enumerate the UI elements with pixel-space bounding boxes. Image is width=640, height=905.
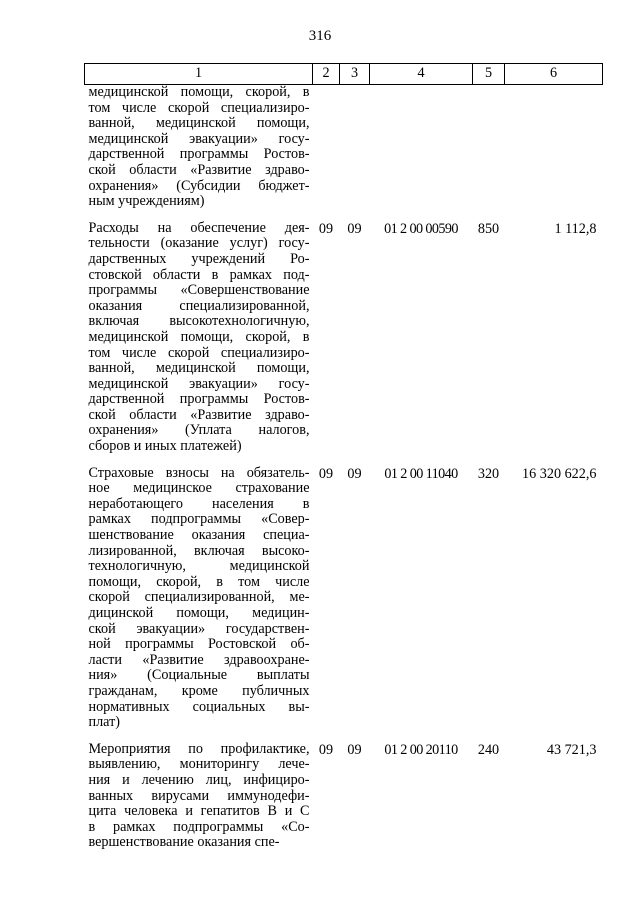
description-line: ванных вирусами иммунодефи- [88,787,310,804]
description-line: тельности (оказание услуг) госу- [88,235,310,252]
section-code: 09 [318,741,334,758]
description-line: том числе скорой специализиро- [88,99,310,116]
description-line: охранения» (Субсидии бюджет- [88,177,310,194]
description-line: дарственной программы Ростов- [88,146,310,163]
description-line: нормативных социальных вы- [88,698,310,715]
description-line: неработающего населения в [88,495,310,512]
description-line: дарственных учреждений Ро- [88,250,310,267]
description-line: Расходы на обеспечение дея- [88,219,310,236]
page-number: 316 [308,28,332,44]
expense-type-code: 850 [477,220,500,237]
target-article-code: 01 2 00 20110 [384,741,458,758]
budget-table [84,63,603,862]
description-line: плат) [88,714,121,731]
amount-value: 1 112,8 [554,220,597,237]
section-code [313,85,340,221]
description-line: в рамках подпрограммы «Со- [88,818,310,835]
expense-type-code [473,85,505,221]
description-line: выявлению, мониторингу лече- [88,756,310,773]
description-line: ской области «Развитие здраво- [88,406,310,423]
description-line: ное медицинское страхование [88,480,310,497]
description-line: ния и лечению лиц, инфициро- [88,771,310,788]
subsection-code [340,85,370,221]
description-line: ской области «Развитие здраво- [88,161,310,178]
amount-value: 16 320 622,6 [522,465,597,482]
description-line: охранения» (Уплата налогов, [88,422,310,439]
table-row [85,466,603,742]
header-col-5: 5 [473,64,505,85]
description-line: Страховые взносы на обязатель- [88,464,310,481]
expense-type-code: 240 [477,741,500,758]
description-line: гражданам, кроме публичных [88,682,310,699]
description-line: ской эвакуации» государствен- [88,620,310,637]
description-line: ласти «Развитие здравоохране- [88,651,310,668]
description-line: шенствование оказания специа- [88,527,310,544]
description-line: медицинской помощи, скорой, в [88,84,310,100]
description-line: ния» (Социальные выплаты [88,667,310,684]
description-line: технологичную, медицинской [88,558,310,575]
table-row [85,742,603,862]
description-line: вершенствование оказания спе- [88,834,280,851]
description-line: помощи, скорой, в том числе [88,573,310,590]
description-line: медицинской эвакуации» госу- [88,130,310,147]
description-line: включая высокотехнологичную, [88,313,310,330]
target-article-code: 01 2 00 11040 [384,465,458,482]
table-row [85,85,603,221]
subsection-code: 09 [347,465,362,482]
table-body [85,85,603,862]
description-line: ным учреждениям) [88,193,205,210]
description-line: ванной, медицинской помощи, [88,360,310,377]
description-line: дицинской помощи, медицин- [88,605,310,621]
amount-value: 43 721,3 [546,741,597,758]
header-col-1: 1 [85,64,313,85]
header-col-3: 3 [340,64,370,85]
description-line: программы «Совершенствование [88,282,310,299]
header-col-2: 2 [313,64,340,85]
table-row [85,221,603,466]
description-line: медицинской помощи, скорой, в [88,328,310,345]
row-description [85,466,313,742]
description-line: оказания специализированной, [88,297,310,314]
expense-type-code: 320 [477,465,500,482]
section-code: 09 [318,465,334,482]
description-line: дарственной программы Ростов- [88,391,310,408]
description-line: ной программы Ростовской об- [88,636,310,653]
target-article-code: 01 2 00 00590 [384,220,458,237]
description-line: том числе скорой специализиро- [88,344,310,361]
row-description [85,742,313,862]
row-description [85,85,313,221]
description-line: рамках подпрограммы «Совер- [88,511,310,528]
header-col-6: 6 [505,64,603,85]
description-line: лизированной, включая высоко- [88,542,310,559]
table-header [85,64,603,85]
section-code: 09 [318,220,334,237]
subsection-code: 09 [347,220,362,237]
header-col-4: 4 [370,64,473,85]
description-line: стовской области в рамках под- [88,266,310,283]
description-line: цита человека и гепатитов B и C [88,803,310,820]
description-line: ванной, медицинской помощи, [88,115,310,132]
description-line: скорой специализированной, ме- [88,589,310,606]
amount-value [505,85,603,221]
description-line: медицинской эвакуации» госу- [88,375,310,392]
subsection-code: 09 [347,741,362,758]
description-line: сборов и иных платежей) [88,438,242,455]
row-description [85,221,313,466]
description-line: Мероприятия по профилактике, [88,740,310,757]
target-article-code [370,85,473,221]
